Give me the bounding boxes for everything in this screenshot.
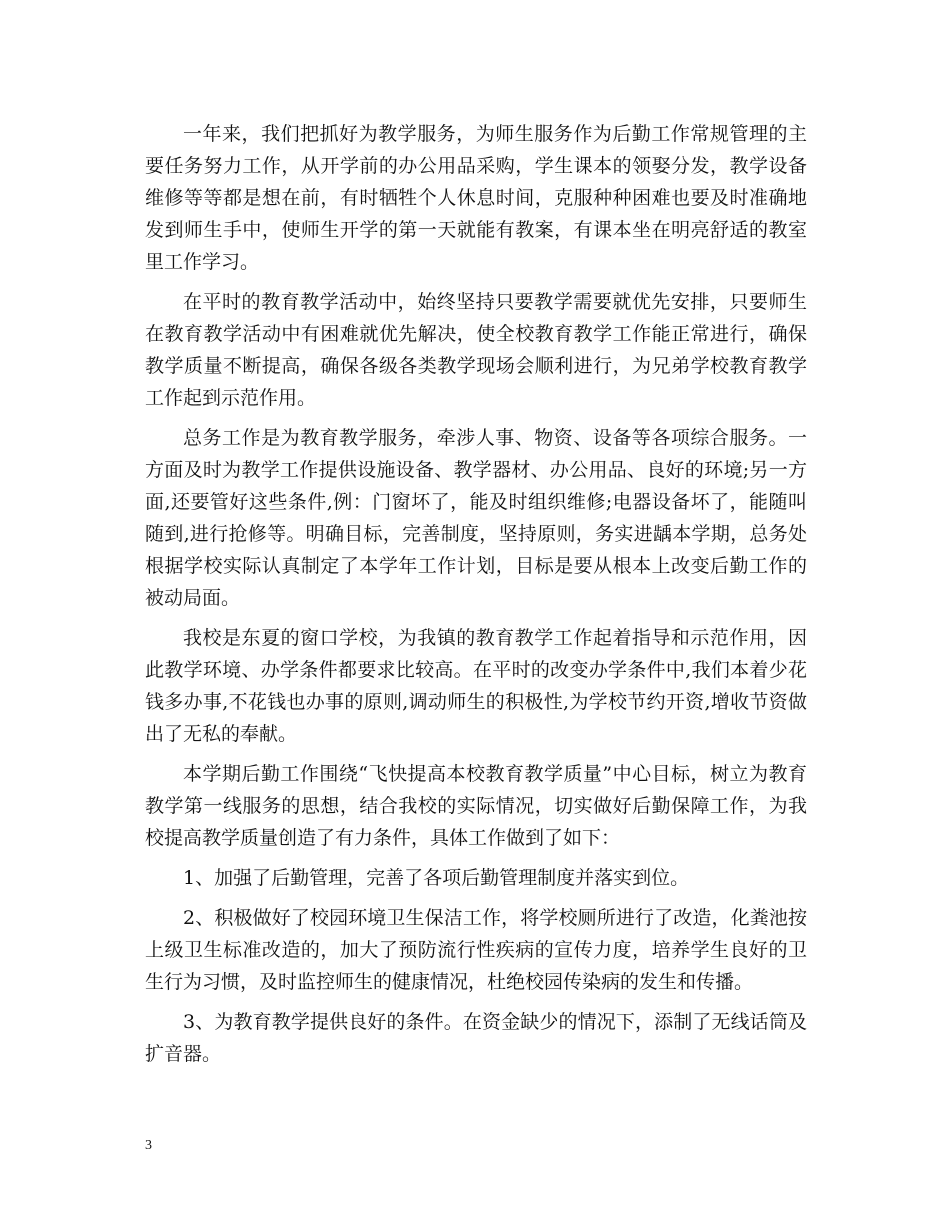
paragraph: 在平时的教育教学活动中，始终坚持只要教学需要就优先安排，只要师生在教育教学活动中有困难就优先解决，使全校教育教学工作能正常进行，确保教学质量不断提高，确保各级各类教学现场会顺利进行，为兄弟学校教育教学工作起到示范作用。 — [145, 291, 807, 409]
list-item: 3、为教育教学提供良好的条件。在资金缺少的情况下，添制了无线话筒及扩音器。 — [145, 1011, 807, 1065]
paragraph: 本学期后勤工作围绕“飞快提高本校教育教学质量”中心目标，树立为教育教学第一线服务的思想，结合我校的实际情况，切实做好后勤保障工作，为我校提高教学质量创造了有力条件，具体工作做到了如下： — [145, 763, 807, 849]
page-number: 3 — [145, 1138, 152, 1153]
paragraph: 一年来，我们把抓好为教学服务，为师生服务作为后勤工作常规管理的主要任务努力工作，从开学前的办公用品采购，学生课本的领娶分发，教学设备维修等等都是想在前，有时牺牲个人休息时间，克服种种困难也要及时准确地发到师生手中，使师生开学的第一天就能有教案，有课本坐在明亮舒适的教室里工作学习。 — [145, 123, 807, 273]
list-item: 2、积极做好了校园环境卫生保洁工作，将学校厕所进行了改造，化粪池按上级卫生标准改造的，加大了预防流行性疾病的宣传力度，培养学生良好的卫生行为习惯，及时监控师生的健康情况，杜绝校园传染病的发生和传播。 — [145, 907, 807, 993]
paragraph: 我校是东夏的窗口学校，为我镇的教育教学工作起着指导和示范作用，因此教学环境、办学条件都要求比较高。在平时的改变办学条件中,我们本着少花钱多办事,不花钱也办事的原则,调动师生的积极性,为学校节约开资,增收节资做出了无私的奉献。 — [145, 627, 807, 745]
paragraph: 总务工作是为教育教学服务，牵涉人事、物资、设备等各项综合服务。一方面及时为教学工作提供设施设备、教学器材、办公用品、良好的环境;另一方面,还要管好这些条件,例：门窗坏了，能及时组织维修;电器设备坏了，能随叫随到,进行抢修等。明确目标，完善制度，坚持原则，务实进龋本学期，总务处根据学校实际认真制定了本学年工作计划，目标是要从根本上改变后勤工作的被动局面。 — [145, 427, 807, 609]
document-body — [145, 118, 807, 1078]
list-item: 1、加强了后勤管理，完善了各项后勤管理制度并落实到位。 — [183, 867, 690, 889]
